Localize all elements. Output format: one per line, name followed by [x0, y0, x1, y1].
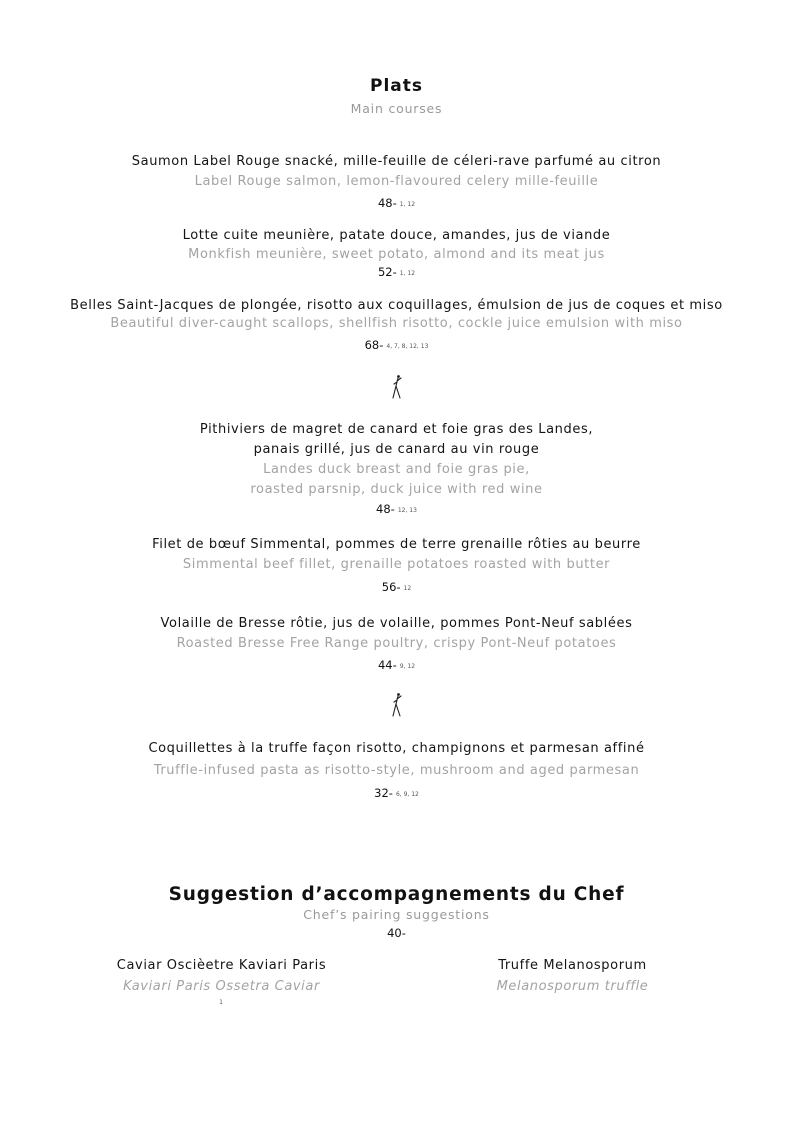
- dish-price: 48-: [376, 502, 395, 516]
- dish-price-line: [0, 786, 793, 800]
- dish-name-en-line2: roasted parsnip, duck juice with red wine: [250, 482, 543, 497]
- dish-price: 52-: [377, 265, 397, 279]
- allergen-codes: 12: [403, 585, 412, 592]
- dish-price-line: [0, 196, 793, 210]
- dish-name-en: Truffle-infused pasta as risotto-style, mushroom and aged parmesan: [153, 763, 640, 778]
- dish-price: 44-: [377, 658, 397, 672]
- dish-name-en: Label Rouge salmon, lemon-flavoured celery mille-feuille: [194, 174, 599, 189]
- allergen-codes: 1: [219, 999, 223, 1006]
- dish-name-en: Beautiful diver-caught scallops, shellfish risotto, cockle juice emulsion with miso: [110, 316, 683, 331]
- suggestions-subtitle: Chef’s pairing suggestions: [303, 907, 490, 922]
- allergen-codes: 12, 13: [397, 507, 417, 514]
- section-subtitle: Main courses: [350, 101, 443, 116]
- dish-price-line: [0, 658, 793, 672]
- dancing-figure-icon: [386, 692, 408, 718]
- dish-name-fr-line2: panais grillé, jus de canard au vin rouge: [253, 442, 540, 457]
- dish-name-fr: Pithiviers de magret de canard et foie gras des Landes,: [199, 422, 594, 437]
- suggestion-name-en: Melanosporum truffle: [496, 979, 649, 994]
- suggestions-title: Suggestion d’accompagnements du Chef: [168, 884, 625, 905]
- dish-name-fr: Saumon Label Rouge snacké, mille-feuille de céleri-rave parfumé au citron: [131, 154, 662, 169]
- suggestion-name-fr: Truffe Melanosporum: [498, 958, 647, 973]
- dish-price: 68-: [364, 338, 384, 352]
- allergen-codes: 1, 12: [399, 270, 416, 277]
- dancing-figure-icon: [386, 374, 408, 400]
- dish-price-line: [0, 580, 793, 594]
- dish-price: 56-: [381, 580, 401, 594]
- suggestion-name-en: Kaviari Paris Ossetra Caviar: [123, 979, 320, 994]
- dish-name-en: Simmental beef fillet, grenaille potatoes roasted with butter: [182, 557, 611, 572]
- dish-name-en: Roasted Bresse Free Range poultry, crispy Pont-Neuf potatoes: [176, 636, 617, 651]
- dish-price-line: [0, 338, 793, 352]
- dish-name-en: Monkfish meunière, sweet potato, almond and its meat jus: [188, 247, 605, 262]
- dish-name-fr: Volaille de Bresse rôtie, jus de volaille, pommes Pont-Neuf sablées: [160, 616, 633, 631]
- allergen-codes: 4, 7, 8, 12, 13: [386, 343, 429, 350]
- dish-price: 48-: [377, 196, 397, 210]
- dish-name-fr: Lotte cuite meunière, patate douce, amandes, jus de viande: [182, 228, 611, 243]
- dish-name-en: Landes duck breast and foie gras pie,: [263, 462, 530, 477]
- suggestion-name-fr: Caviar Oscièetre Kaviari Paris: [116, 958, 327, 973]
- allergen-codes: 1, 12: [399, 201, 416, 208]
- dish-price-line: [0, 265, 793, 279]
- section-title: Plats: [369, 76, 423, 96]
- dish-name-fr: Filet de bœuf Simmental, pommes de terre grenaille rôties au beurre: [152, 537, 641, 552]
- dish-name-fr: Belles Saint-Jacques de plongée, risotto aux coquillages, émulsion de jus de coques et miso: [70, 298, 723, 313]
- suggestions-price: 40-: [387, 926, 406, 940]
- dish-price: 32-: [374, 786, 393, 800]
- dish-name-fr: Coquillettes à la truffe façon risotto, champignons et parmesan affiné: [148, 741, 645, 756]
- dish-price-line: [0, 502, 793, 516]
- allergen-codes: 9, 12: [399, 663, 416, 670]
- allergen-codes: 6, 9, 12: [395, 791, 419, 798]
